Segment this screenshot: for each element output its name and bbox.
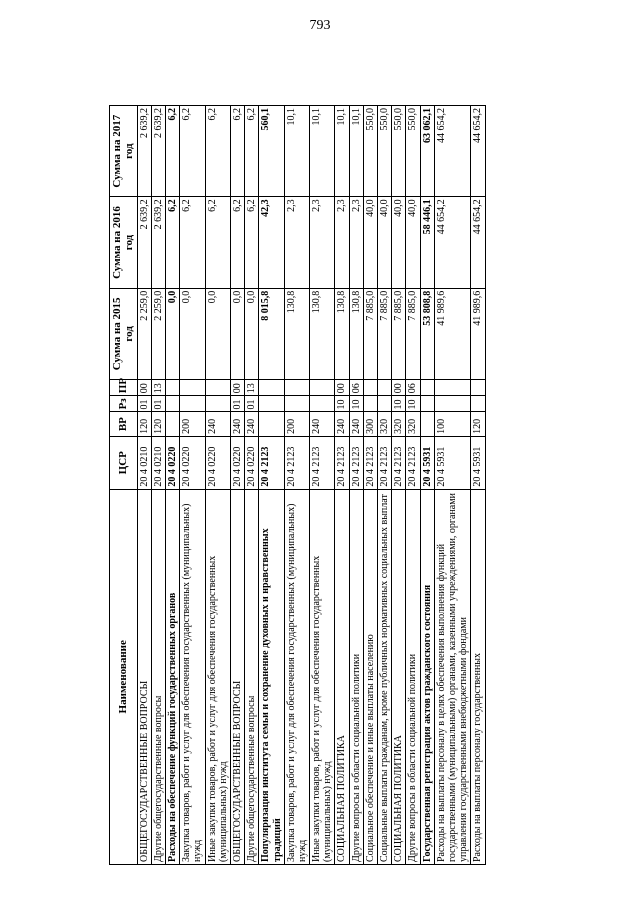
cell-pr: 00 [137,380,151,396]
cell-sum-2016: 44 654,2 [434,197,471,288]
header-pr: ПР [110,380,138,396]
cell-sum-2016: 40,0 [363,197,377,288]
table-body [137,106,485,865]
cell-name: Расходы на выплаты персоналу государственных [471,489,485,864]
table-row [392,106,406,865]
cell-csr: 20 4 0220 [230,436,244,489]
cell-csr: 20 4 2123 [284,436,309,489]
cell-sum-2017: 560,1 [259,106,284,197]
cell-pr [434,380,471,396]
cell-sum-2015: 130,8 [335,288,349,379]
cell-sum-2015: 7 885,0 [363,288,377,379]
cell-sum-2017: 10,1 [349,106,363,197]
cell-vr: 320 [392,412,406,436]
page-number: 793 [309,18,331,33]
cell-pr [310,380,335,396]
cell-vr: 320 [406,412,420,436]
table-header-row [110,106,138,865]
cell-sum-2016: 2 639,2 [151,197,165,288]
cell-sum-2015: 2 259,0 [137,288,151,379]
cell-vr: 240 [230,412,244,436]
cell-csr: 20 4 0220 [166,436,180,489]
cell-sum-2016: 6,2 [245,197,259,288]
cell-pr: 13 [151,380,165,396]
cell-sum-2017: 550,0 [392,106,406,197]
cell-sum-2015: 7 885,0 [406,288,420,379]
cell-pr: 13 [245,380,259,396]
header-rz: Рз [110,396,138,412]
cell-vr: 240 [245,412,259,436]
cell-sum-2015: 0,0 [166,288,180,379]
cell-vr: 240 [349,412,363,436]
cell-sum-2017: 6,2 [205,106,230,197]
cell-sum-2015: 7 885,0 [392,288,406,379]
cell-rz: 01 [151,396,165,412]
cell-vr: 240 [205,412,230,436]
cell-sum-2016: 40,0 [378,197,392,288]
cell-rz [166,396,180,412]
cell-rz [420,396,434,412]
cell-sum-2016: 2,3 [284,197,309,288]
cell-csr: 20 4 2123 [310,436,335,489]
cell-pr: 00 [392,380,406,396]
cell-pr: 06 [349,380,363,396]
cell-sum-2015: 41 989,6 [471,288,485,379]
cell-csr: 20 4 2123 [349,436,363,489]
cell-vr: 120 [471,412,485,436]
cell-rz: 10 [349,396,363,412]
cell-rz [284,396,309,412]
cell-pr: 00 [230,380,244,396]
cell-rz [363,396,377,412]
header-sum-2017: Сумма на 2017 год [110,106,138,197]
table-row [420,106,434,865]
cell-name: ОБЩЕГОСУДАРСТВЕННЫЕ ВОПРОСЫ [230,489,244,864]
table-row [349,106,363,865]
cell-rz [259,396,284,412]
cell-vr [166,412,180,436]
cell-sum-2017: 6,2 [180,106,205,197]
cell-sum-2016: 6,2 [166,197,180,288]
cell-pr [205,380,230,396]
cell-sum-2015: 0,0 [230,288,244,379]
cell-name: Популяризация института семьи и сохранение духовных и нравственных традиций [259,489,284,864]
cell-rz: 01 [137,396,151,412]
table-row [363,106,377,865]
cell-csr: 20 4 2123 [378,436,392,489]
cell-sum-2017: 44 654,2 [471,106,485,197]
cell-sum-2015: 0,0 [245,288,259,379]
cell-name: СОЦИАЛЬНАЯ ПОЛИТИКА [392,489,406,864]
cell-sum-2015: 7 885,0 [378,288,392,379]
cell-sum-2015: 53 808,8 [420,288,434,379]
cell-csr: 20 4 2123 [335,436,349,489]
header-vr: ВР [110,412,138,436]
cell-name: Государственная регистрация актов гражданского состояния [420,489,434,864]
cell-csr: 20 4 0220 [245,436,259,489]
cell-name: Другие общегосударственные вопросы [151,489,165,864]
cell-rz [434,396,471,412]
cell-csr: 20 4 0220 [205,436,230,489]
cell-sum-2017: 10,1 [284,106,309,197]
cell-sum-2017: 550,0 [363,106,377,197]
cell-sum-2017: 44 654,2 [434,106,471,197]
cell-pr [420,380,434,396]
cell-name: Другие вопросы в области социальной политики [406,489,420,864]
cell-name: Закупка товаров, работ и услуг для обеспечения государственных (муниципальных) нужд [180,489,205,864]
table-row [166,106,180,865]
cell-sum-2017: 2 639,2 [151,106,165,197]
table-row [180,106,205,865]
table-row [434,106,471,865]
table-row [137,106,151,865]
cell-sum-2016: 2,3 [349,197,363,288]
table-row [245,106,259,865]
cell-sum-2015: 8 015,8 [259,288,284,379]
cell-sum-2017: 10,1 [310,106,335,197]
cell-sum-2015: 0,0 [180,288,205,379]
cell-rz [180,396,205,412]
table-row [471,106,485,865]
cell-sum-2016: 6,2 [230,197,244,288]
cell-name: Закупка товаров, работ и услуг для обеспечения государственных (муниципальных) нужд [284,489,309,864]
cell-rz [310,396,335,412]
cell-sum-2016: 2,3 [335,197,349,288]
cell-name: Социальное обеспечение и иные выплаты населению [363,489,377,864]
cell-sum-2016: 40,0 [392,197,406,288]
cell-pr [471,380,485,396]
cell-sum-2017: 10,1 [335,106,349,197]
cell-csr: 20 4 0210 [137,436,151,489]
cell-csr: 20 4 0220 [180,436,205,489]
cell-name: Другие вопросы в области социальной политики [349,489,363,864]
cell-sum-2017: 6,2 [230,106,244,197]
table-row [205,106,230,865]
cell-sum-2017: 63 062,1 [420,106,434,197]
cell-sum-2016: 44 654,2 [471,197,485,288]
cell-name: Расходы на обеспечение функций государственных органов [166,489,180,864]
cell-name: Социальные выплаты гражданам, кроме публичных нормативных социальных выплат [378,489,392,864]
cell-sum-2015: 0,0 [205,288,230,379]
cell-sum-2016: 58 446,1 [420,197,434,288]
cell-pr [259,380,284,396]
table-row [259,106,284,865]
cell-sum-2017: 6,2 [166,106,180,197]
cell-vr: 120 [151,412,165,436]
cell-csr: 20 4 0210 [151,436,165,489]
cell-pr [363,380,377,396]
cell-vr: 200 [180,412,205,436]
cell-rz: 10 [406,396,420,412]
cell-pr [378,380,392,396]
cell-name: Иные закупки товаров, работ и услуг для обеспечения государственных (муниципальных) нужд [205,489,230,864]
header-csr: ЦСР [110,436,138,489]
cell-vr: 240 [335,412,349,436]
cell-vr [259,412,284,436]
budget-table [109,105,486,865]
cell-sum-2015: 130,8 [284,288,309,379]
cell-sum-2016: 42,3 [259,197,284,288]
table-row [284,106,309,865]
cell-name: СОЦИАЛЬНАЯ ПОЛИТИКА [335,489,349,864]
cell-rz: 10 [335,396,349,412]
cell-vr: 200 [284,412,309,436]
table-row [378,106,392,865]
header-sum-2016: Сумма на 2016 год [110,197,138,288]
table-row [151,106,165,865]
cell-csr: 20 4 2123 [259,436,284,489]
cell-sum-2015: 41 989,6 [434,288,471,379]
cell-vr: 100 [434,412,471,436]
cell-sum-2017: 550,0 [406,106,420,197]
cell-csr: 20 4 5931 [471,436,485,489]
cell-csr: 20 4 2123 [392,436,406,489]
cell-sum-2016: 40,0 [406,197,420,288]
cell-rz [471,396,485,412]
cell-rz: 10 [392,396,406,412]
cell-sum-2017: 550,0 [378,106,392,197]
cell-csr: 20 4 2123 [406,436,420,489]
table-row [310,106,335,865]
cell-pr [284,380,309,396]
cell-csr: 20 4 5931 [420,436,434,489]
cell-sum-2016: 2,3 [310,197,335,288]
cell-sum-2015: 130,8 [310,288,335,379]
cell-vr: 120 [137,412,151,436]
cell-vr: 240 [310,412,335,436]
table-row [406,106,420,865]
cell-rz: 01 [245,396,259,412]
cell-vr [420,412,434,436]
cell-sum-2017: 6,2 [245,106,259,197]
cell-sum-2017: 2 639,2 [137,106,151,197]
cell-name: Другие общегосударственные вопросы [245,489,259,864]
cell-pr: 00 [335,380,349,396]
cell-sum-2015: 130,8 [349,288,363,379]
cell-pr: 06 [406,380,420,396]
cell-rz [378,396,392,412]
cell-name: ОБЩЕГОСУДАРСТВЕННЫЕ ВОПРОСЫ [137,489,151,864]
table-row [230,106,244,865]
cell-sum-2016: 6,2 [180,197,205,288]
cell-sum-2015: 2 259,0 [151,288,165,379]
cell-sum-2016: 2 639,2 [137,197,151,288]
cell-csr: 20 4 2123 [363,436,377,489]
cell-name: Иные закупки товаров, работ и услуг для обеспечения государственных (муниципальных) нужд [310,489,335,864]
header-name: Наименование [110,489,138,864]
cell-pr [180,380,205,396]
cell-vr: 300 [363,412,377,436]
budget-table-rotated [109,105,569,865]
table-row [335,106,349,865]
cell-rz [205,396,230,412]
cell-sum-2016: 6,2 [205,197,230,288]
cell-name: Расходы на выплаты персоналу в целях обеспечения выполнения функций государственными (муниципальными) органами, казенными учреждениями, органами управления государственными внебюджетными фондами [434,489,471,864]
cell-vr: 320 [378,412,392,436]
cell-csr: 20 4 5931 [434,436,471,489]
cell-pr [166,380,180,396]
cell-rz: 01 [230,396,244,412]
header-sum-2015: Сумма на 2015 год [110,288,138,379]
